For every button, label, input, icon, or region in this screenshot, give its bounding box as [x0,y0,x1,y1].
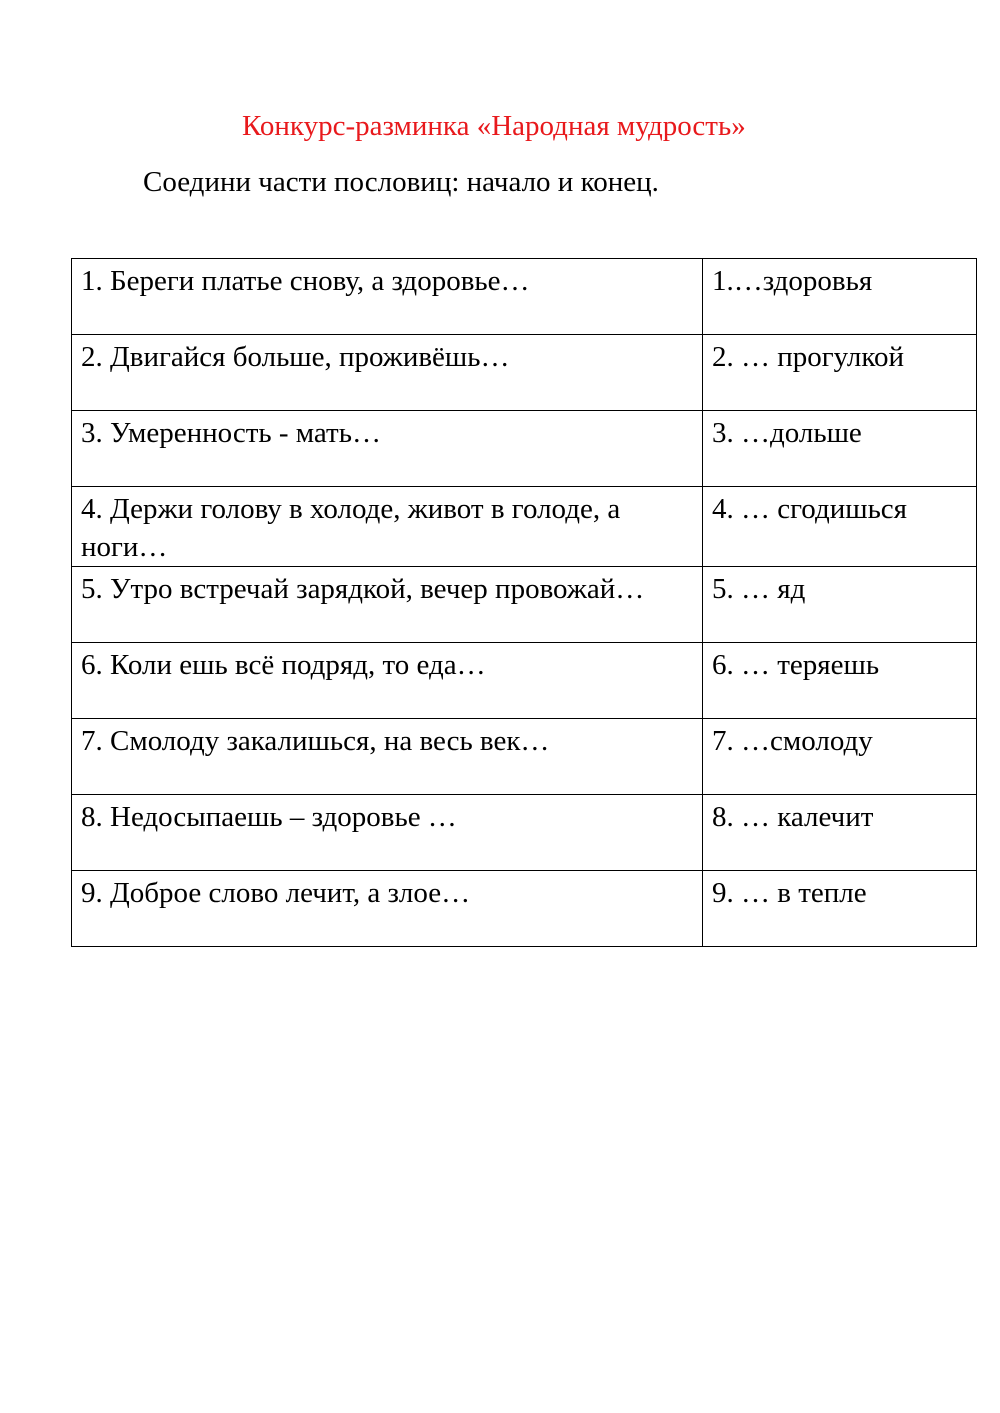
task-instruction: Соедини части пословиц: начало и конец. [143,166,659,198]
proverb-start-cell: 3. Умеренность - мать… [72,411,703,487]
page-title: Конкурс-разминка «Народная мудрость» [242,110,746,142]
proverb-end-cell: 4. … сгодишься [703,487,977,567]
proverb-start-cell: 5. Утро встречай зарядкой, вечер провожай… [72,567,703,643]
table-row [72,335,977,411]
table-row [72,795,977,871]
proverb-start-cell: 8. Недосыпаешь – здоровье … [72,795,703,871]
proverb-start-cell: 2. Двигайся больше, проживёшь… [72,335,703,411]
proverb-end-cell: 5. … яд [703,567,977,643]
proverb-start-cell: 1. Береги платье снову, а здоровье… [72,259,703,335]
table-row [72,411,977,487]
proverb-end-cell: 1.…здоровья [703,259,977,335]
proverb-end-cell: 3. …дольше [703,411,977,487]
proverb-start-cell: 4. Держи голову в холоде, живот в голоде, а ноги… [72,487,703,567]
table-row [72,259,977,335]
proverbs-table [71,258,977,947]
proverb-start-cell: 7. Смолоду закалишься, на весь век… [72,719,703,795]
proverb-end-cell: 2. … прогулкой [703,335,977,411]
table-row [72,567,977,643]
table-row [72,719,977,795]
proverb-end-cell: 7. …смолоду [703,719,977,795]
proverb-end-cell: 8. … калечит [703,795,977,871]
proverb-end-cell: 6. … теряешь [703,643,977,719]
table-row [72,871,977,947]
proverb-start-cell: 9. Доброе слово лечит, а злое… [72,871,703,947]
table-row [72,643,977,719]
proverb-start-cell: 6. Коли ешь всё подряд, то еда… [72,643,703,719]
table-row [72,487,977,567]
proverb-end-cell: 9. … в тепле [703,871,977,947]
